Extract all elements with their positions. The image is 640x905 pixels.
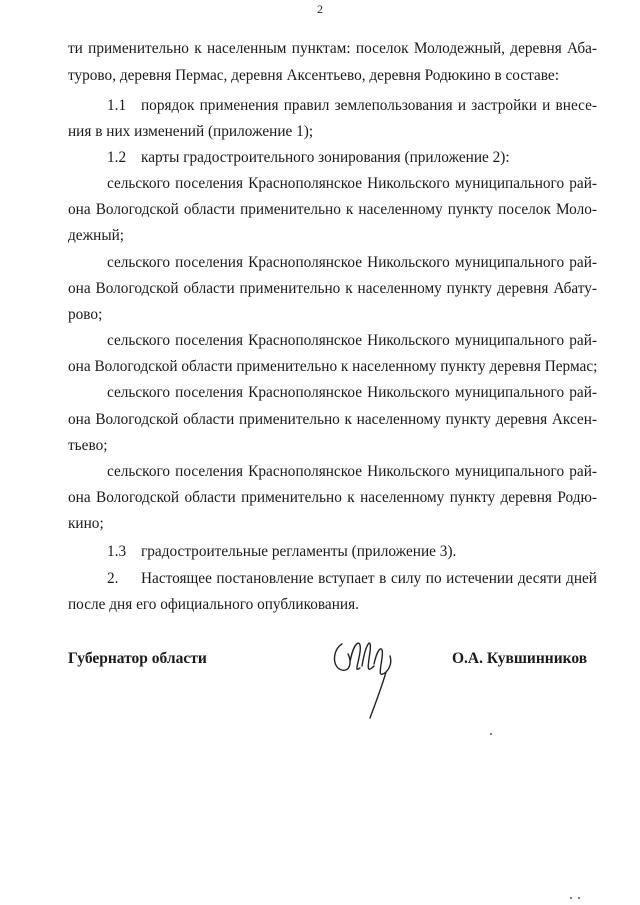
item-number: 2. [107, 570, 119, 587]
text-line: турово, деревня Пермас, деревня Аксентьево, деревня Родюкино в составе: [68, 67, 559, 84]
text-line: кино; [68, 515, 104, 532]
text-line: ния в них изменений (приложение 1); [68, 123, 314, 140]
text-line: она Вологодской области применительно к населенному пункту деревня Пермас; [68, 358, 598, 375]
text-line: рово; [68, 306, 103, 323]
paragraph-2 [107, 570, 597, 588]
text-line: сельского поселения Краснополянское Никольского муниципального рай- [107, 254, 597, 271]
text-line: после дня его официального опубликования. [68, 596, 359, 613]
item-number: 1.3 [107, 543, 127, 560]
item-text: градостроительные регламенты (приложение 3). [141, 543, 457, 560]
text-line: она Вологодской области применительно к населенному пункту деревня Родю- [68, 489, 597, 506]
scan-speck [578, 897, 580, 899]
text-line: ти применительно к населенным пунктам: поселок Молодежный, деревня Аба- [68, 40, 597, 57]
text-line: сельского поселения Краснополянское Никольского муниципального рай- [107, 384, 597, 401]
item-number: 1.1 [107, 97, 127, 114]
text-line: сельского поселения Краснополянское Никольского муниципального рай- [107, 175, 597, 192]
list-item-1-2 [107, 149, 597, 167]
text-line: сельского поселения Краснополянское Никольского муниципального рай- [107, 463, 597, 480]
signatory-title: Губернатор области [68, 650, 207, 667]
signatory-name: О.А. Кувшинников [452, 650, 588, 667]
item-text: карты градостроительного зонирования (приложение 2): [141, 149, 510, 166]
text-line: она Вологодской области применительно к населенному пункту деревня Абату- [68, 280, 597, 297]
page-number: 2 [317, 2, 323, 16]
scan-speck [490, 733, 492, 735]
text-line: она Вологодской области применительно к населенному пункту поселок Моло- [68, 201, 597, 218]
text-line: тьево; [68, 437, 108, 454]
item-text: Настоящее постановление вступает в силу по истечении десяти дней [141, 570, 597, 587]
list-item-1-3 [107, 543, 597, 561]
handwritten-signature [328, 632, 398, 724]
text-line: дежный; [68, 227, 125, 244]
text-line: она Вологодской области применительно к населенному пункту деревня Аксен- [68, 411, 597, 428]
list-item-1-1 [107, 97, 597, 115]
item-number: 1.2 [107, 149, 127, 166]
scan-speck [570, 897, 572, 899]
item-text: порядок применения правил землепользования и застройки и внесе- [141, 97, 597, 114]
text-line: сельского поселения Краснополянское Никольского муниципального рай- [107, 332, 597, 349]
